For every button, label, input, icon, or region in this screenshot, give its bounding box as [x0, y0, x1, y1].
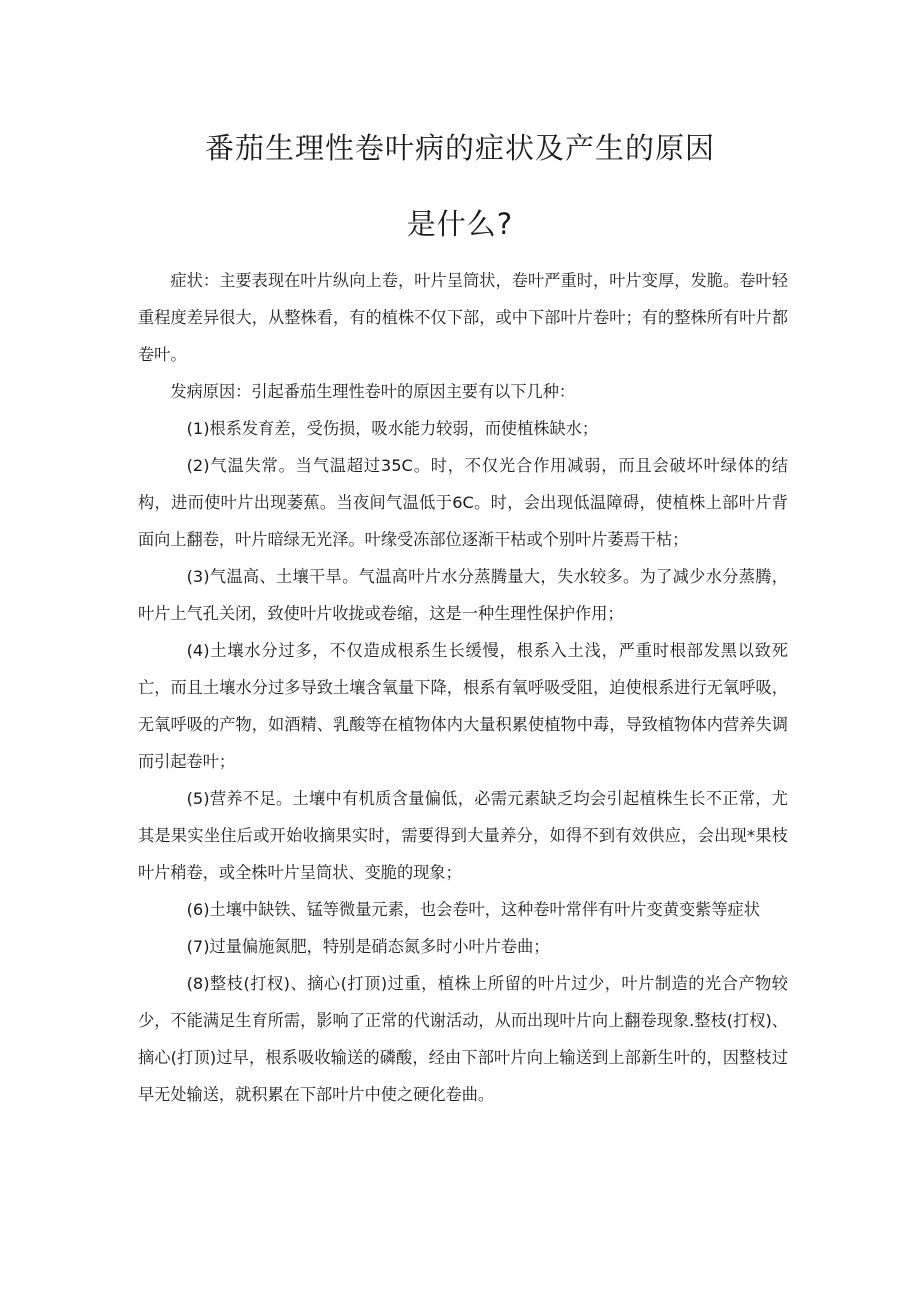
document-title-line-1: 番茄生理性卷叶病的症状及产生的原因 [204, 131, 715, 165]
cause-item-2: (2)气温失常。当气温超过35C。时，不仅光合作用减弱，而且会破坏叶绿体的结构，进而使叶片出现萎蕉。当夜间气温低于6C。时，会出现低温障碍，使植株上部叶片背面向上翻卷，叶片暗绿无光泽。叶缘受冻部位逐渐干枯或个别叶片萎焉干枯； [138, 456, 788, 549]
cause-item-7: (7)过量偏施氮肥，特别是硝态氮多时小叶片卷曲； [186, 937, 550, 956]
cause-item-4: (4)土壤水分过多，不仅造成根系生长缓慢，根系入土浅，严重时根部发黑以致死亡，而且土壤水分过多导致土壤含氧量下降，根系有氧呼吸受阻，迫使根系进行无氧呼吸，无氧呼吸的产物，如酒精、乳酸等在植物体内大量积累使植物中毒，导致植物体内营养失调而引起卷叶； [138, 641, 788, 771]
cause-item-5: (5)营养不足。土壤中有机质含量偏低，必需元素缺乏均会引起植株生长不正常，尤其是果实坐住后或开始收摘果实时，需要得到大量养分，如得不到有效供应，会出现*果枝叶片稍卷，或全株叶片呈筒状、变脆的现象； [138, 789, 788, 882]
document-title-line-2: 是什么? [406, 207, 514, 241]
cause-item-1: (1)根系发育差，受伤损，吸水能力较弱，而使植株缺水； [186, 419, 599, 438]
cause-item-8: (8)整枝(打杈)、摘心(打顶)过重，植株上所留的叶片过少，叶片制造的光合产物较少，不能满足生育所需，影响了正常的代谢活动，从而出现叶片向上翻卷现象.整枝(打杈)、摘心(打顶)过早，根系吸收输送的磷酸，经由下部叶片向上输送到上部新生叶的，因整枝过早无处输送，就积累在下部叶片中使之硬化卷曲。 [138, 974, 788, 1104]
cause-item-6: (6)土壤中缺铁、锰等微量元素，也会卷叶，这种卷叶常伴有叶片变黄变紫等症状 [186, 900, 760, 919]
document-body [138, 262, 788, 1113]
symptom-paragraph: 症状：主要表现在叶片纵向上卷，叶片呈筒状，卷叶严重时，叶片变厚，发脆。卷叶轻重程度差异很大，从整株看，有的植株不仅下部，或中下部叶片卷叶；有的整株所有叶片都卷叶。 [138, 271, 788, 364]
cause-intro-paragraph: 发病原因：引起番茄生理性卷叶的原因主要有以下几种： [170, 382, 576, 401]
cause-item-3: (3)气温高、土壤干旱。气温高叶片水分蒸腾量大，失水较多。为了减少水分蒸腾，叶片上气孔关闭，致使叶片收拢或卷缩，这是一种生理性保护作用； [138, 567, 788, 623]
